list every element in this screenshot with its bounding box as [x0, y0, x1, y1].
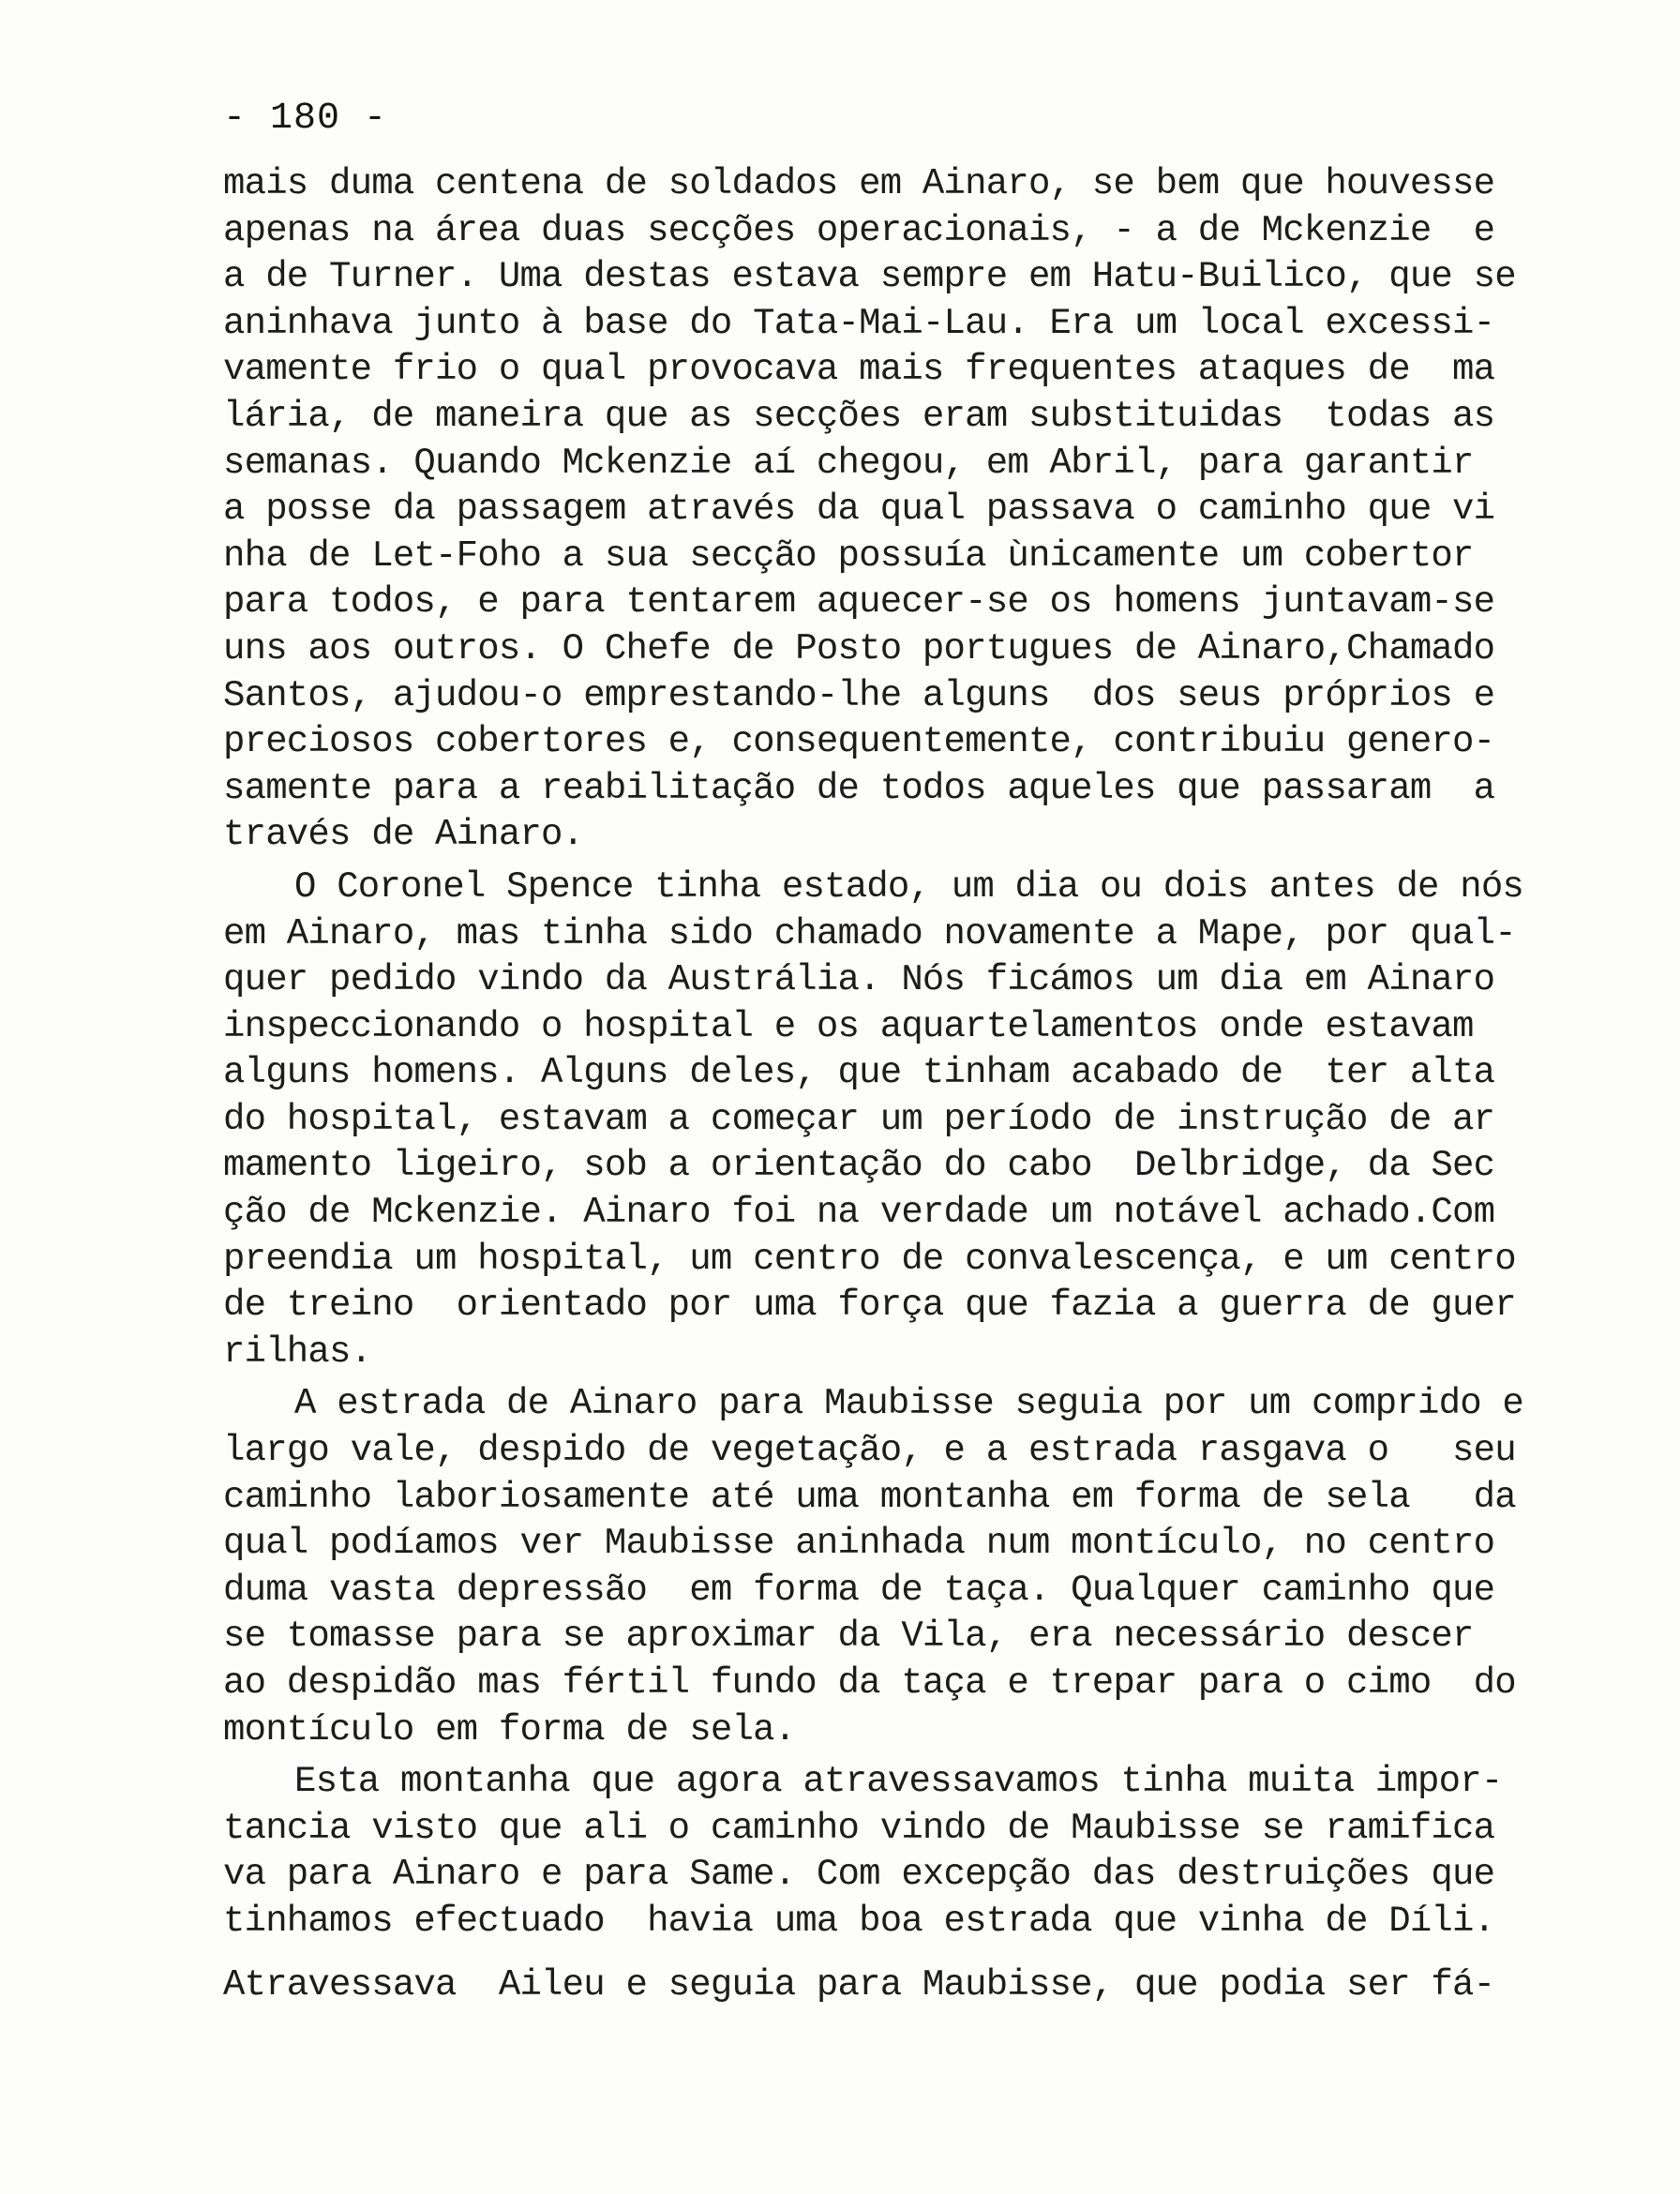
text-line: mais duma centena de soldados em Ainaro, se bem que houvesse	[223, 163, 1495, 204]
paragraph-start-line: Esta montanha que agora atravessavamos tinha muita impor-	[294, 1761, 1503, 1803]
text-line: vamente frio o qual provocava mais frequentes ataques de ma	[223, 349, 1495, 391]
text-line: ção de Mckenzie. Ainaro foi na verdade um notável achado.Com	[223, 1192, 1495, 1234]
text-line: mamento ligeiro, sob a orientação do cabo Delbridge, da Sec	[223, 1145, 1495, 1187]
text-line: a posse da passagem através da qual passava o caminho que vi	[223, 488, 1495, 531]
text-line: tinhamos efectuado havia uma boa estrada que vinha de Díli.	[223, 1900, 1495, 1942]
text-line: caminho laboriosamente até uma montanha em forma de sela da	[223, 1476, 1516, 1518]
text-line: Santos, ajudou-o emprestando-lhe alguns dos seus próprios e	[223, 674, 1495, 716]
text-line: uns aos outros. O Chefe de Posto portugues de Ainaro,Chamado	[223, 627, 1495, 669]
paragraph-start-line: A estrada de Ainaro para Maubisse seguia por um comprido e	[294, 1383, 1524, 1425]
text-line: través de Ainaro.	[223, 814, 584, 856]
text-line: do hospital, estavam a começar um período de instrução de ar	[223, 1098, 1495, 1140]
text-line: aninhava junto à base do Tata-Mai-Lau. Era um local excessi-	[223, 302, 1495, 344]
text-line: apenas na área duas secções operacionais, - a de Mckenzie e	[223, 209, 1495, 251]
text-line: nha de Let-Foho a sua secção possuía ùnicamente um cobertor	[223, 534, 1474, 577]
body-text	[223, 161, 1648, 2008]
text-line: se tomasse para se aproximar da Vila, era necessário descer	[223, 1615, 1474, 1658]
paragraph-start-line: O Coronel Spence tinha estado, um dia ou dois antes de nós	[294, 865, 1524, 908]
text-line: preendia um hospital, um centro de convalescença, e um centro	[223, 1238, 1516, 1280]
text-line: a de Turner. Uma destas estava sempre em Hatu-Builico, que se	[223, 256, 1516, 298]
text-line: duma vasta depressão em forma de taça. Qualquer caminho que	[223, 1569, 1495, 1611]
text-line: tancia visto que ali o caminho vindo de Maubisse se ramifica	[223, 1807, 1495, 1849]
text-line: para todos, e para tentarem aquecer-se os homens juntavam-se	[223, 581, 1495, 624]
text-line: alguns homens. Alguns deles, que tinham acabado de ter alta	[223, 1052, 1495, 1094]
text-line: Atravessava Aileu e seguia para Maubisse, que podia ser fá-	[223, 1963, 1495, 2006]
text-line: quer pedido vindo da Austrália. Nós ficámos um dia em Ainaro	[223, 959, 1495, 1001]
text-line: em Ainaro, mas tinha sido chamado novamente a Mape, por qual-	[223, 912, 1516, 954]
text-line: largo vale, despido de vegetação, e a estrada rasgava o seu	[223, 1430, 1516, 1472]
text-line: qual podíamos ver Maubisse aninhada num montículo, no centro	[223, 1523, 1495, 1565]
text-line: ao despidão mas fértil fundo da taça e trepar para o cimo do	[223, 1662, 1516, 1704]
text-line: preciosos cobertores e, consequentemente, contribuiu genero-	[223, 721, 1495, 763]
text-line: inspeccionando o hospital e os aquartelamentos onde estavam	[223, 1005, 1474, 1047]
text-line: montículo em forma de sela.	[223, 1708, 796, 1751]
text-line: lária, de maneira que as secções eram substituidas todas as	[223, 395, 1495, 437]
text-line: samente para a reabilitação de todos aqueles que passaram a	[223, 767, 1495, 809]
text-line: semanas. Quando Mckenzie aí chegou, em Abril, para garantir	[223, 442, 1474, 484]
text-line: rilhas.	[223, 1330, 372, 1373]
page-number: - 180 -	[223, 98, 388, 140]
text-line: de treino orientado por uma força que fazia a guerra de guer	[223, 1285, 1516, 1327]
text-line: va para Ainaro e para Same. Com excepção das destruições que	[223, 1854, 1495, 1896]
